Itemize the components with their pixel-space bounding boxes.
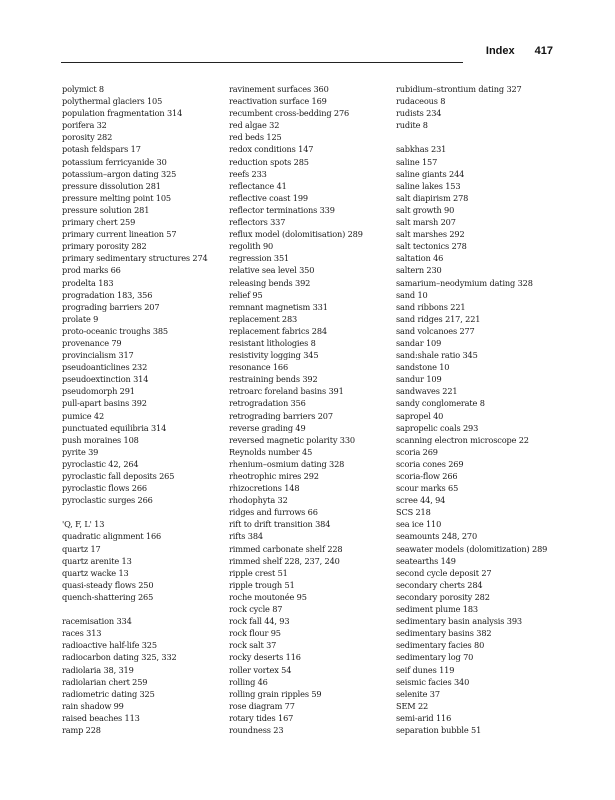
index-entry: rheotrophic mires 292 (229, 471, 319, 481)
index-entry: prolate 9 (62, 313, 99, 324)
index-entry: relative sea level 350 (229, 265, 315, 276)
index-entry: salt growth 90 (396, 204, 455, 215)
index-entry: rubidium–strontium dating 327 (396, 84, 522, 94)
index-entry: provenance 79 (62, 337, 122, 348)
index-entry: quasi-steady flows 250 (62, 579, 154, 590)
index-entry: sapropelic coals 293 (396, 422, 479, 433)
index-entry: radiolarian chert 259 (62, 676, 148, 687)
index-entry: pyrite 39 (62, 446, 99, 457)
index-entry: ramp 228 (62, 724, 101, 735)
index-entry: saltern 230 (396, 265, 442, 276)
index-entry: ravinement surfaces 360 (229, 84, 329, 94)
index-entry: rimmed shelf 228, 237, 240 (229, 555, 340, 566)
index-entry: progradation 183, 356 (62, 289, 153, 300)
index-entry: rock flour 95 (229, 628, 281, 639)
index-entry: quartz 17 (62, 543, 101, 554)
index-entry: pseudoanticlines 232 (62, 362, 148, 373)
index-entry: raised beaches 113 (62, 712, 140, 723)
index-entry: radiolaria 38, 319 (62, 664, 134, 675)
index-entry: quartz arenite 13 (62, 555, 132, 566)
index-entry (62, 506, 232, 518)
index-entry: restraining bends 392 (229, 374, 318, 385)
index-entry: sedimentary basins 382 (396, 628, 492, 639)
index-entry: Reynolds number 45 (229, 446, 313, 457)
index-entry: replacement fabrics 284 (229, 325, 327, 336)
index-entry: rolling grain ripples 59 (229, 688, 322, 699)
index-entry: racemisation 334 (62, 616, 132, 627)
index-entry: pumice 42 (62, 410, 104, 421)
index-entry: ripple crest 51 (229, 567, 288, 578)
running-header (486, 45, 553, 57)
index-entry: ripple trough 51 (229, 579, 295, 590)
index-entry: potassium–argon dating 325 (62, 168, 177, 179)
index-entry: reflectors 337 (229, 217, 286, 228)
index-entry: rudaceous 8 (396, 96, 446, 107)
index-entry: regolith 90 (229, 241, 274, 252)
index-entry: sandstone 10 (396, 362, 450, 373)
index-entry: pull-apart basins 392 (62, 398, 147, 409)
index-entry: resistivity logging 345 (229, 350, 319, 361)
index-entry: sand volcanoes 277 (396, 325, 475, 336)
index-entry: porifera 32 (62, 120, 107, 131)
index-entry: rudite 8 (396, 120, 428, 131)
index-entry: resistant lithologies 8 (229, 337, 316, 348)
index-entry: selenite 37 (396, 688, 440, 699)
index-entry: rift to drift transition 384 (229, 519, 331, 530)
index-entry: pyroclastic 42, 264 (62, 458, 139, 469)
index-entry: secondary porosity 282 (396, 591, 490, 602)
index-entry: scoria cones 269 (396, 458, 464, 469)
index-entry: saline lakes 153 (396, 180, 461, 191)
header-rule (61, 62, 463, 63)
index-entry: potassium ferricyanide 30 (62, 156, 167, 167)
index-entry: primary porosity 282 (62, 241, 147, 252)
index-entry: reactivation surface 169 (229, 96, 327, 107)
index-entry: pressure solution 281 (62, 204, 150, 215)
index-entry: prod marks 66 (62, 265, 121, 276)
index-entry: SCS 218 (396, 507, 431, 518)
index-entry: porosity 282 (62, 132, 113, 143)
index-entry: SEM 22 (396, 700, 429, 711)
index-entry: sandy conglomerate 8 (396, 398, 485, 409)
index-entry: roche moutonée 95 (229, 591, 307, 602)
index-entry: sandur 109 (396, 374, 442, 385)
index-entry: pyroclastic surges 266 (62, 495, 153, 506)
index-entry: retroarc foreland basins 391 (229, 386, 344, 397)
index-entry: sandar 109 (396, 337, 442, 348)
index-entry: population fragmentation 314 (62, 108, 183, 119)
index-entry: reflux model (dolomitisation) 289 (229, 229, 363, 240)
index-entry: sand 10 (396, 289, 428, 300)
index-entry: reduction spots 285 (229, 156, 309, 167)
index-entry: rain shadow 99 (62, 700, 124, 711)
index-entry: sabkhas 231 (396, 144, 447, 155)
index-entry (396, 131, 566, 143)
index-entry: quadratic alignment 166 (62, 531, 162, 542)
index-entry: releasing bends 392 (229, 277, 311, 288)
index-entry: seismic facies 340 (396, 676, 470, 687)
header-title: Index (485, 45, 515, 57)
index-entry: pseudoextinction 314 (62, 374, 149, 385)
index-entry: retrogradation 356 (229, 398, 306, 409)
index-entry: pressure melting point 105 (62, 192, 171, 203)
index-entry: salt diapirism 278 (396, 192, 469, 203)
index-entry: sand:shale ratio 345 (396, 350, 478, 361)
index-entry: rotary tides 167 (229, 712, 294, 723)
index-entry: radiometric dating 325 (62, 688, 155, 699)
index-entry: pseudomorph 291 (62, 386, 135, 397)
index-entry: punctuated equilibria 314 (62, 422, 167, 433)
index-entry: rolling 46 (229, 676, 268, 687)
index-entry: seatearths 149 (396, 555, 456, 566)
index-entry: pyroclastic fall deposits 265 (62, 471, 175, 481)
index-entry: reverse grading 49 (229, 422, 306, 433)
index-entry: separation bubble 51 (396, 724, 482, 735)
index-entry: rudists 234 (396, 108, 442, 119)
index-entry: sedimentary basin analysis 393 (396, 616, 522, 627)
index-entry: saline 157 (396, 156, 438, 167)
index-entry: reefs 233 (229, 168, 267, 179)
index-entry: red beds 125 (229, 132, 282, 143)
index-entry: roller vortex 54 (229, 664, 292, 675)
index-entry: redox conditions 147 (229, 144, 314, 155)
index-entry: roundness 23 (229, 724, 284, 735)
index-entry: secondary cherts 284 (396, 579, 483, 590)
index-entry: scree 44, 94 (396, 495, 446, 506)
index-entry: rock salt 37 (229, 640, 277, 651)
index-entry: reflective coast 199 (229, 192, 308, 203)
index-entry: resonance 166 (229, 362, 289, 373)
index-entry: rifts 384 (229, 531, 263, 542)
index-entry: semi-arid 116 (396, 712, 452, 723)
index-entry: prograding barriers 207 (62, 301, 160, 312)
index-entry: scoria 269 (396, 446, 438, 457)
index-entry: polythermal glaciers 105 (62, 96, 163, 107)
index-entry: rhenium–osmium dating 328 (229, 458, 345, 469)
index-entry: primary chert 259 (62, 217, 136, 228)
index-entry: red algae 32 (229, 120, 280, 131)
index-entry: rimmed carbonate shelf 228 (229, 543, 343, 554)
index-entry: scanning electron microscope 22 (396, 434, 529, 445)
index-entry: reversed magnetic polarity 330 (229, 434, 355, 445)
index-entry: saltation 46 (396, 253, 444, 264)
index-entry: push moraines 108 (62, 434, 139, 445)
index-entry: rock cycle 87 (229, 604, 283, 615)
index-entry: saline giants 244 (396, 168, 465, 179)
index-entry: polymict 8 (62, 84, 104, 94)
index-entry: rocky deserts 116 (229, 652, 301, 663)
index-entry: rhodophyta 32 (229, 495, 288, 506)
index-entry: reflector terminations 339 (229, 204, 335, 215)
index-entry: pressure dissolution 281 (62, 180, 161, 191)
index-entry: rock fall 44, 93 (229, 616, 290, 627)
index-entry: radioactive half-life 325 (62, 640, 157, 651)
index-entry: rhizocretions 148 (229, 483, 300, 494)
index-entry: sedimentary facies 80 (396, 640, 485, 651)
index-entry: races 313 (62, 628, 102, 639)
index-entry: prodelta 183 (62, 277, 114, 288)
index-entry: recumbent cross-bedding 276 (229, 108, 350, 119)
index-entry: proto-oceanic troughs 385 (62, 325, 168, 336)
index-entry: primary current lineation 57 (62, 229, 177, 240)
index-entry: sapropel 40 (396, 410, 444, 421)
index-entry: sandwaves 221 (396, 386, 458, 397)
index-entry (62, 603, 232, 615)
index-entry: salt tectonics 278 (396, 241, 467, 252)
index-entry: ridges and furrows 66 (229, 507, 318, 518)
index-entry: scoria-flow 266 (396, 471, 458, 481)
index-entry: 'Q, F, L' 13 (62, 519, 105, 530)
index-entry: sedimentary log 70 (396, 652, 474, 663)
index-entry: sand ribbons 221 (396, 301, 466, 312)
index-column-1 (62, 83, 232, 736)
index-entry: samarium–neodymium dating 328 (396, 277, 533, 288)
index-entry: scour marks 65 (396, 483, 459, 494)
index-entry: rose diagram 77 (229, 700, 295, 711)
index-entry: salt marshes 292 (396, 229, 465, 240)
index-entry: radiocarbon dating 325, 332 (62, 652, 177, 663)
index-columns (62, 83, 562, 783)
index-entry: provincialism 317 (62, 350, 134, 361)
index-entry: sand ridges 217, 221 (396, 313, 481, 324)
index-entry: second cycle deposit 27 (396, 567, 492, 578)
index-entry: reflectance 41 (229, 180, 287, 191)
index-entry: replacement 283 (229, 313, 298, 324)
index-entry: retrograding barriers 207 (229, 410, 333, 421)
index-entry: potash feldspars 17 (62, 144, 141, 155)
page-number: 417 (534, 45, 553, 57)
index-entry: primary sedimentary structures 274 (62, 253, 208, 264)
index-entry: remnant magnetism 331 (229, 301, 328, 312)
index-entry: seamounts 248, 270 (396, 531, 478, 542)
index-entry: relief 95 (229, 289, 263, 300)
index-column-3 (396, 83, 566, 736)
index-entry: salt marsh 207 (396, 217, 456, 228)
index-entry: seif dunes 119 (396, 664, 455, 675)
index-entry: pyroclastic flows 266 (62, 483, 147, 494)
index-entry: quartz wacke 13 (62, 567, 129, 578)
index-entry: regression 351 (229, 253, 290, 264)
index-entry: seawater models (dolomitization) 289 (396, 543, 548, 554)
index-entry: quench-shattering 265 (62, 591, 154, 602)
index-entry: sea ice 110 (396, 519, 442, 530)
index-entry: sediment plume 183 (396, 604, 478, 615)
index-column-2 (229, 83, 399, 736)
